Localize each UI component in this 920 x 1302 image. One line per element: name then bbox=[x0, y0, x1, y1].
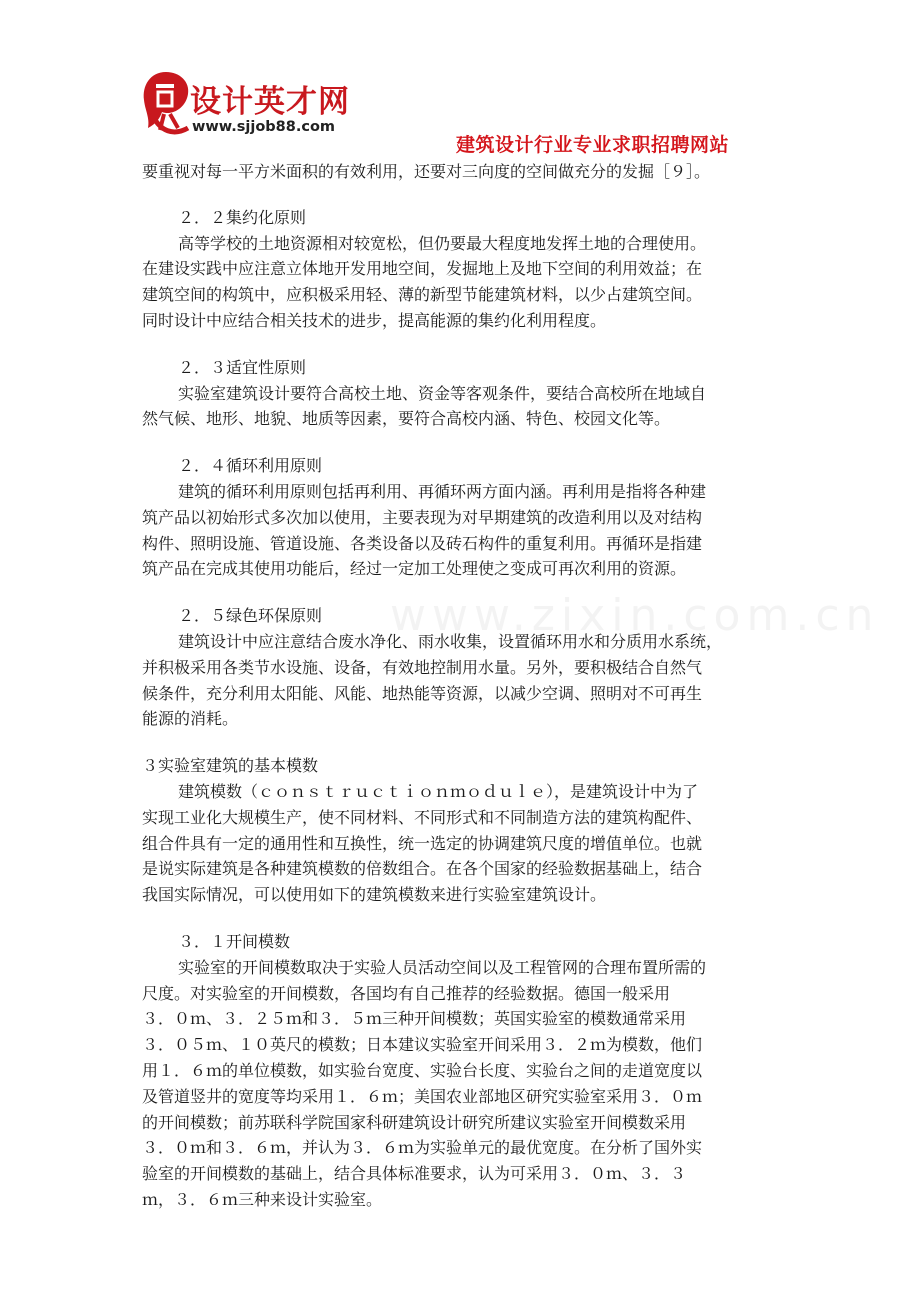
watermark: www.zixin.com.cn bbox=[390, 590, 880, 641]
section-heading-2-4: ２．４循环利用原则 bbox=[178, 456, 323, 476]
paragraph-line: 实验室建筑设计要符合高校土地、资金等客观条件，要结合高校所在地域自 bbox=[178, 383, 707, 403]
paragraph-line: ３．０ｍ、３．２５ｍ和３．５ｍ三种开间模数；英国实验室的模数通常采用 bbox=[142, 1009, 687, 1029]
section-heading-2-3: ２．３适宜性原则 bbox=[178, 357, 307, 377]
section-heading-3-1: ３．１开间模数 bbox=[178, 931, 291, 951]
paragraph-line: 建筑设计中应注意结合废水净化、雨水收集，设置循环用水和分质用水系统， bbox=[178, 631, 723, 651]
paragraph-line: 建筑模数（ｃｏｎｓｔｒｕｃｔｉｏｎｍｏｄｕｌｅ），是建筑设计中为了 bbox=[178, 781, 699, 801]
section-heading-2-2: ２．２集约化原则 bbox=[178, 207, 307, 227]
paragraph-line: 验室的开间模数的基础上，结合具体标准要求，认为可采用３．０ｍ、３．３ bbox=[142, 1164, 687, 1184]
logo-url[interactable]: www.sjjob88.com bbox=[192, 119, 336, 135]
paragraph-line: 是说实际建筑是各种建筑模数的倍数组合。在各个国家的经验数据基础上，结合 bbox=[142, 859, 703, 879]
header-slogan: 建筑设计行业专业求职招聘网站 bbox=[456, 134, 730, 156]
paragraph-line: ３．０５ｍ、１０英尺的模数；日本建议实验室开间采用３．２ｍ为模数，他们 bbox=[142, 1035, 703, 1055]
paragraph-line: 在建设实践中应注意立体地开发用地空间，发掘地上及地下空间的利用效益；在 bbox=[142, 259, 703, 279]
paragraph-line: 并积极采用各类节水设施、设备，有效地控制用水量。另外，要积极结合自然气 bbox=[142, 657, 703, 677]
paragraph-line: ３．０ｍ和３．６ｍ，并认为３．６ｍ为实验单元的最优宽度。在分析了国外实 bbox=[142, 1138, 703, 1158]
paragraph-line: 组合件具有一定的通用性和互换性，统一选定的协调建筑尺度的增值单位。也就 bbox=[142, 833, 703, 853]
document-body bbox=[142, 159, 802, 1213]
logo-mark-icon bbox=[138, 70, 194, 142]
paragraph-line: 我国实际情况，可以使用如下的建筑模数来进行实验室建筑设计。 bbox=[142, 885, 607, 905]
page-header bbox=[0, 0, 920, 160]
section-heading-3: ３实验室建筑的基本模数 bbox=[142, 756, 319, 776]
paragraph-line: 尺度。对实验室的开间模数，各国均有自己推荐的经验数据。德国一般采用 bbox=[142, 983, 671, 1003]
paragraph-line: 同时设计中应结合相关技术的进步，提高能源的集约化利用程度。 bbox=[142, 310, 607, 330]
paragraph-line: 筑产品在完成其使用功能后，经过一定加工处理使之变成可再次利用的资源。 bbox=[142, 559, 687, 579]
paragraph-line: 候条件，充分利用太阳能、风能、地热能等资源，以减少空调、照明对不可再生 bbox=[142, 683, 703, 703]
paragraph-line: ｍ，３．６ｍ三种来设计实验室。 bbox=[142, 1189, 383, 1209]
paragraph-line: 然气候、地形、地貌、地质等因素，要符合高校内涵、特色、校园文化等。 bbox=[142, 409, 671, 429]
paragraph-line: 要重视对每一平方米面积的有效利用，还要对三向度的空间做充分的发掘［９］。 bbox=[142, 162, 711, 181]
paragraph-line: 建筑的循环利用原则包括再利用、再循环两方面内涵。再利用是指将各种建 bbox=[178, 481, 707, 501]
paragraph-line: 构件、照明设施、管道设施、各类设备以及砖石构件的重复利用。再循环是指建 bbox=[142, 533, 703, 553]
paragraph-line: 及管道竖井的宽度等均采用１．６ｍ；美国农业部地区研究实验室采用３．０ｍ bbox=[142, 1086, 703, 1106]
paragraph-line: 筑产品以初始形式多次加以使用，主要表现为对早期建筑的改造利用以及对结构 bbox=[142, 507, 703, 527]
logo-title: 设计英才网 bbox=[190, 84, 350, 120]
paragraph-line: 能源的消耗。 bbox=[142, 709, 239, 729]
paragraph-line: 的开间模数；前苏联科学院国家科研建筑设计研究所建议实验室开间模数采用 bbox=[142, 1112, 687, 1132]
paragraph-line: 用１．６ｍ的单位模数，如实验台宽度、实验台长度、实验台之间的走道宽度以 bbox=[142, 1060, 703, 1080]
section-heading-2-5: ２．５绿色环保原则 bbox=[178, 606, 323, 626]
paragraph-line: 高等学校的土地资源相对较宽松，但仍要最大程度地发挥土地的合理使用。 bbox=[178, 233, 707, 253]
paragraph-line: 实现工业化大规模生产，使不同材料、不同形式和不同制造方法的建筑构配件、 bbox=[142, 807, 703, 827]
site-logo[interactable] bbox=[138, 70, 388, 150]
paragraph-line: 实验室的开间模数取决于实验人员活动空间以及工程管网的合理布置所需的 bbox=[178, 957, 707, 977]
paragraph-line: 建筑空间的构筑中，应积极采用轻、薄的新型节能建筑材料，以少占建筑空间。 bbox=[142, 285, 703, 305]
